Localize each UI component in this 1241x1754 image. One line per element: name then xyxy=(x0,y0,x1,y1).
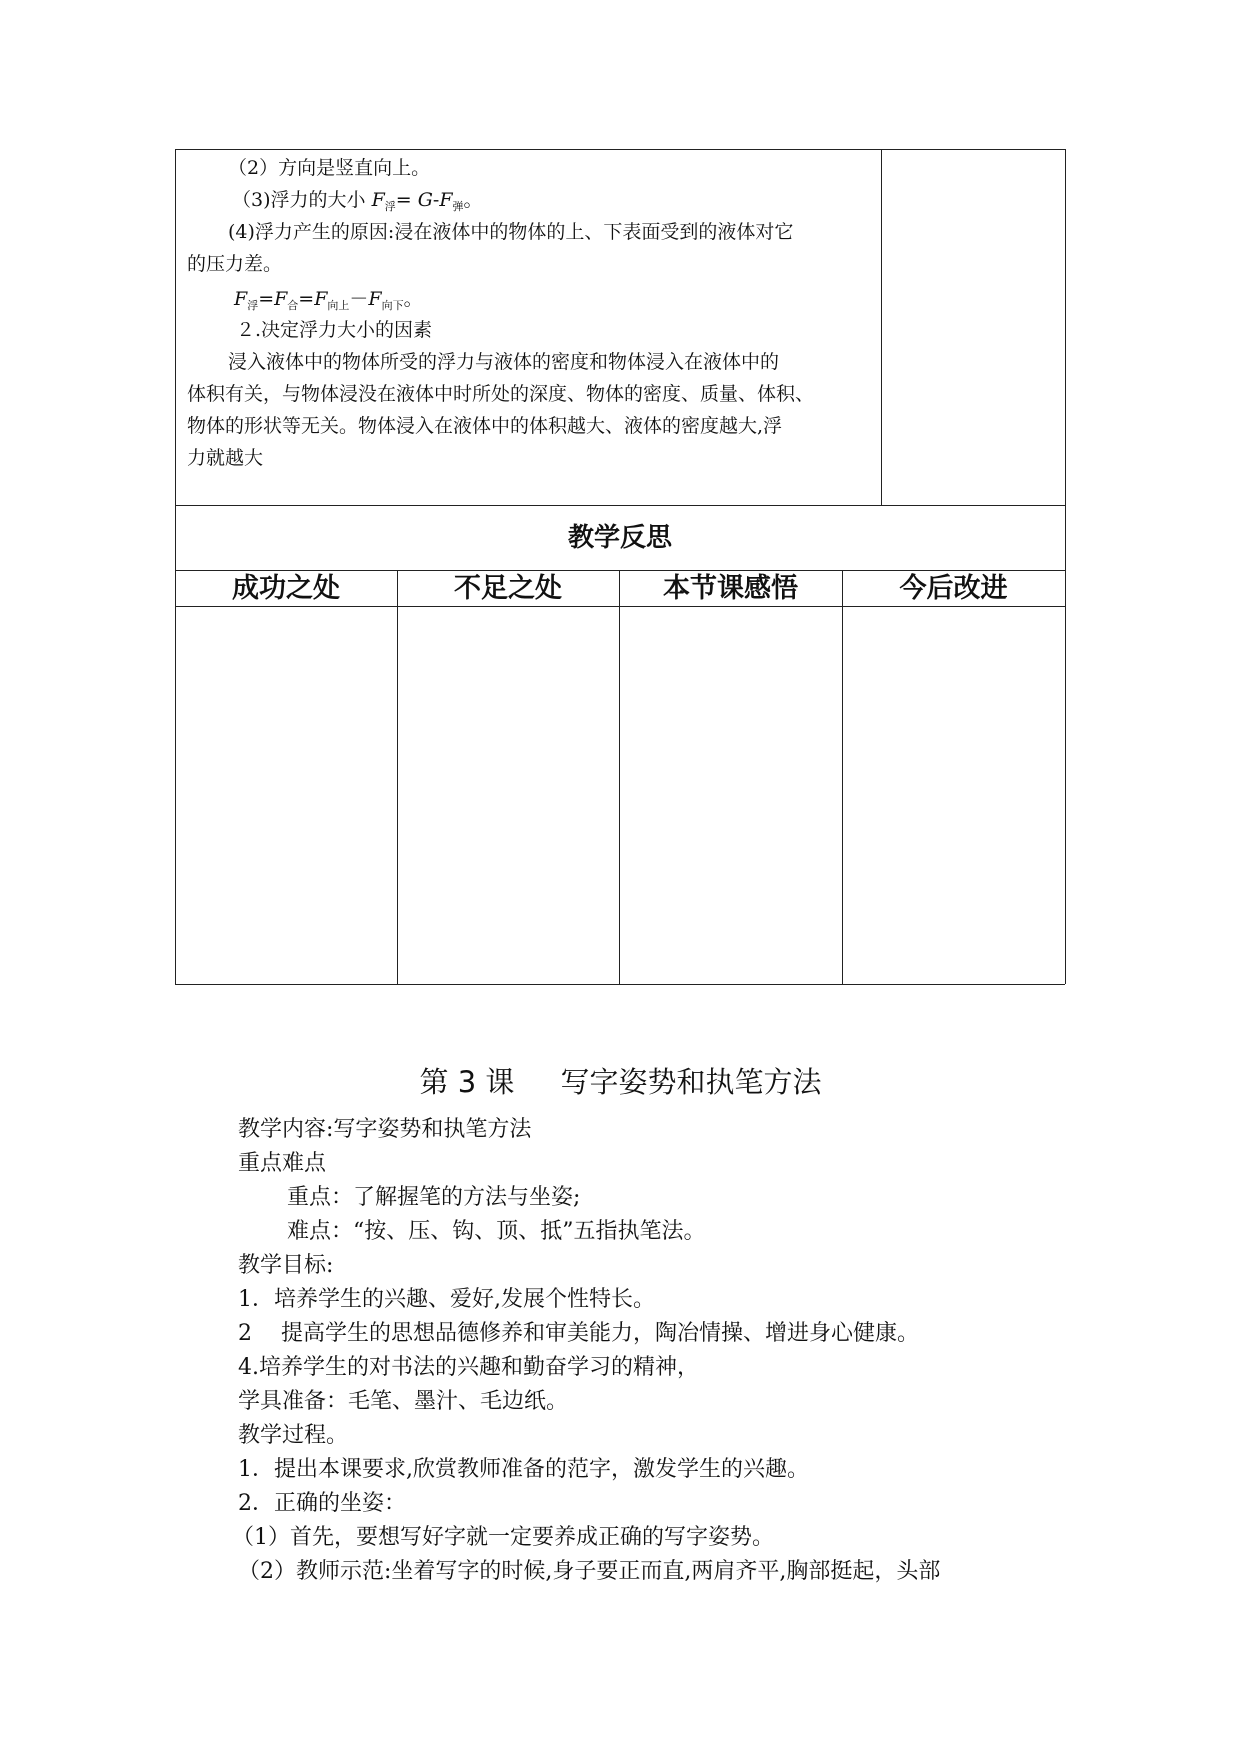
table-line-6: ２.决定浮力大小的因素 xyxy=(236,319,433,341)
symbol-G: G xyxy=(417,189,433,211)
buoyancy-size-label: （3)浮力的大小 xyxy=(232,189,366,211)
table-border-bottom xyxy=(175,984,1065,985)
symbol-F: F xyxy=(234,288,248,310)
lesson-difficult-point: 难点：“按、压、钩、顶、抵”五指执笔法。 xyxy=(287,1219,706,1244)
table-divider-2 xyxy=(175,570,1065,571)
subscript-resultant: 合 xyxy=(287,299,299,312)
table-divider-3 xyxy=(175,606,1065,607)
table-border-left xyxy=(175,149,176,984)
equals-sign: = xyxy=(298,288,315,310)
table-inner-right-col xyxy=(881,149,882,505)
symbol-F: F xyxy=(371,189,385,211)
table-line-1: （2）方向是竖直向上。 xyxy=(228,157,431,179)
equals-sign: = xyxy=(395,189,412,211)
symbol-F: F xyxy=(314,288,328,310)
process-step: 2．正确的坐姿： xyxy=(238,1491,406,1516)
lesson-materials: 学具准备：毛笔、墨汁、毛边纸。 xyxy=(238,1389,569,1414)
symbol-F: F xyxy=(439,189,453,211)
reflection-title: 教学反思 xyxy=(567,523,672,553)
lesson-number: 第 3 课 xyxy=(419,1065,515,1099)
table-line-3: (4)浮力产生的原因:浸在液体中的物体的上、下表面受到的液体对它 xyxy=(228,221,794,243)
objective-item: 2 提高学生的思想品德修养和审美能力，陶冶情操、增进身心健康。 xyxy=(238,1321,919,1346)
table-line-4: 的压力差。 xyxy=(187,253,283,275)
table-line-8: 体积有关，与物体浸没在液体中时所处的深度、物体的密度、质量、体积、 xyxy=(187,383,815,405)
table-line-9: 物体的形状等无关。物体浸入在液体中的体积越大、液体的密度越大,浮 xyxy=(187,415,783,437)
subscript-spring: 弹 xyxy=(452,200,464,213)
objective-item: 4.培养学生的对书法的兴趣和勤奋学习的精神， xyxy=(238,1355,699,1380)
table-col-divider-2 xyxy=(619,570,620,984)
table-col-divider-3 xyxy=(842,570,843,984)
table-line-10: 力就越大 xyxy=(187,447,264,469)
equals-sign: = xyxy=(258,288,275,310)
symbol-F: F xyxy=(274,288,288,310)
subscript-float: 浮 xyxy=(247,299,259,312)
symbol-F: F xyxy=(368,288,382,310)
lesson-name: 写字姿势和执笔方法 xyxy=(560,1065,822,1099)
lesson-process-heading: 教学过程。 xyxy=(238,1423,349,1448)
subscript-downward: 向下 xyxy=(381,299,404,312)
table-col-divider-1 xyxy=(397,570,398,984)
process-substep: （1）首先，要想写好字就一定要养成正确的写字姿势。 xyxy=(232,1525,774,1550)
table-line-7: 浸入液体中的物体所受的浮力与液体的密度和物体浸入在液体中的 xyxy=(228,351,780,373)
lesson-content: 教学内容:写字姿势和执笔方法 xyxy=(238,1117,532,1142)
table-divider-1 xyxy=(175,505,1065,506)
column-header-improvements: 今后改进 xyxy=(899,573,1008,604)
process-step: 1．提出本课要求,欣赏教师准备的范字，激发学生的兴趣。 xyxy=(238,1457,809,1482)
subscript-float: 浮 xyxy=(384,200,396,213)
column-header-successes: 成功之处 xyxy=(232,573,340,604)
column-header-insights: 本节课感悟 xyxy=(663,573,798,604)
lesson-title xyxy=(0,1062,1241,1102)
lesson-objectives-heading: 教学目标: xyxy=(238,1253,334,1278)
objective-item: 1．培养学生的兴趣、爱好,发展个性特长。 xyxy=(238,1287,655,1312)
lesson-key-points-heading: 重点难点 xyxy=(238,1151,327,1176)
table-border-right xyxy=(1065,149,1066,984)
column-header-shortcomings: 不足之处 xyxy=(454,573,562,604)
period: 。 xyxy=(403,288,423,310)
lesson-key-point: 重点：了解握笔的方法与坐姿; xyxy=(287,1185,581,1210)
minus-sign: － xyxy=(349,288,369,310)
subscript-upward: 向上 xyxy=(327,299,350,312)
period: 。 xyxy=(463,189,483,211)
process-substep: （2）教师示范:坐着写字的时候,身子要正而直,两肩齐平,胸部挺起，头部 xyxy=(238,1559,941,1584)
dash-sign: - xyxy=(432,189,440,211)
